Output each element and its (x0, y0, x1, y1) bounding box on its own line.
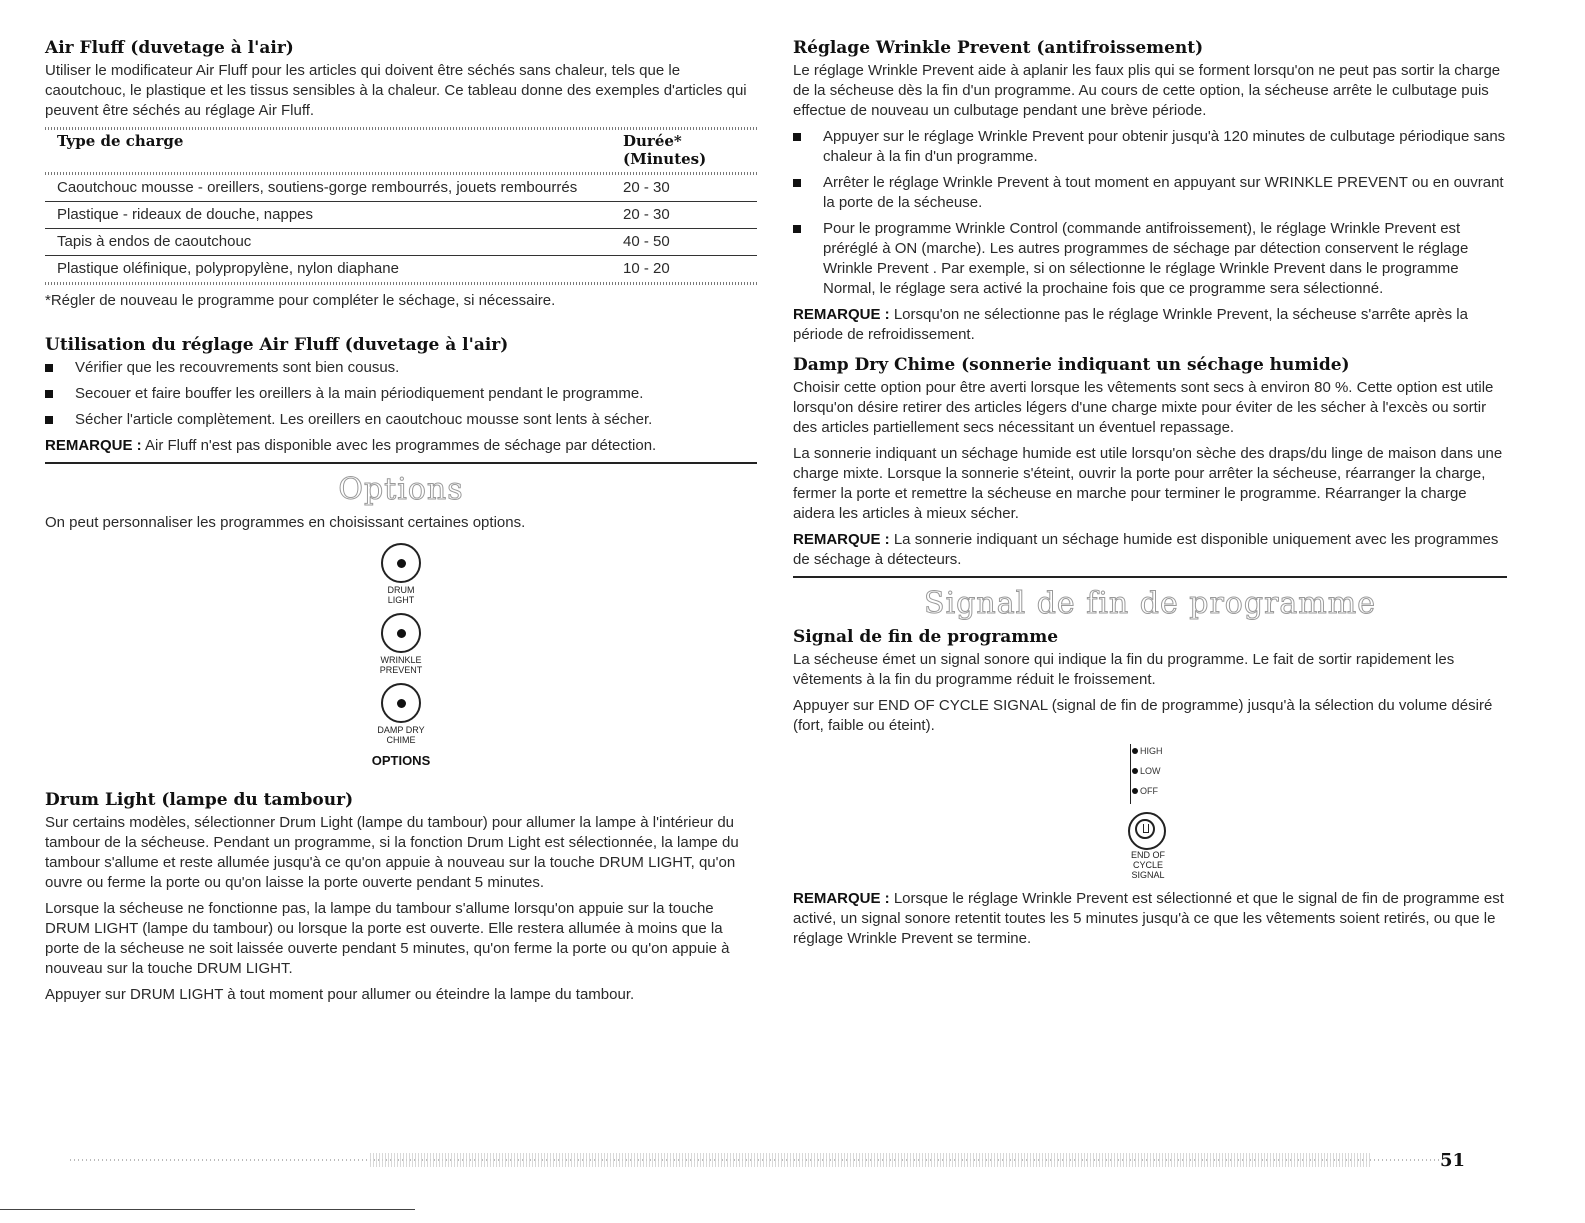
right-column (793, 38, 1507, 955)
indicator-dot-icon (397, 699, 406, 708)
note-label: REMARQUE : (793, 306, 890, 323)
list-item: Sécher l'article complètement. Les oreillers en caoutchouc mousse sont lents à sécher. (45, 410, 757, 430)
page-number: 51 (1440, 1150, 1466, 1171)
led-icon (1132, 748, 1138, 754)
row-duration: 20 - 30 (611, 202, 757, 229)
damp-dry-p1: Choisir cette option pour être averti lorsque les vêtements sont secs à environ 80 %. Cette option est utile lorsqu'on désire retirer des articles légers d'une charge mixte pour éviter de les sécher à l'excès ou sortir des articles partiellement secs nécessitant un éventuel repassage. (793, 379, 1494, 436)
air-fluff-heading: Air Fluff (duvetage à l'air) (45, 38, 294, 58)
list-item: Pour le programme Wrinkle Control (commande antifroissement), le réglage Wrinkle Prevent est préréglé à ON (marche). Les autres programmes de séchage par détection conservent le réglage Wrinkle Prevent . Par exemple, si on sélectionne le réglage Wrinkle Prevent dans le programme Normal, le réglage sera activé la prochaine fois que ce programme sera sélectionné. (793, 219, 1507, 299)
row-duration: 20 - 30 (611, 175, 757, 202)
col-duration-line2: (Minutes) (623, 150, 707, 168)
note-text: Lorsque le réglage Wrinkle Prevent est sélectionné et que le signal de fin de programme est activé, un signal sonore retentit toutes les 5 minutes jusqu'à ce que les vêtements soient retirés, ou que le réglage Wrinkle Prevent se termine. (793, 890, 1504, 947)
row-type: Caoutchouc mousse - oreillers, soutiens-gorge rembourrés, jouets rembourrés (45, 175, 611, 202)
air-fluff-table (45, 130, 757, 282)
row-type: Plastique oléfinique, polypropylène, nylon diaphane (57, 260, 399, 277)
table-row (45, 256, 757, 283)
damp-dry-heading: Damp Dry Chime (sonnerie indiquant un séchage humide) (793, 355, 1350, 375)
page-footer (70, 1150, 1500, 1170)
level-off: OFF (1132, 786, 1158, 796)
row-duration: 40 - 50 (611, 229, 757, 256)
bottom-rule (0, 1209, 415, 1210)
note-label: REMARQUE : (793, 890, 890, 907)
damp-dry-p2: La sonnerie indiquant un séchage humide est utile lorsqu'on sèche des draps/du linge de maison dans une charge mixte. Lorsque la sonnerie s'éteint, ouvrir la porte pour arrêter la sécheuse, réarranger la charge, fermer la porte et remettre la sécheuse en marche pour terminer le programme. Réarranger la charge aidera les articles à mieux sécher. (793, 445, 1503, 522)
note-text: Lorsqu'on ne sélectionne pas le réglage Wrinkle Prevent, la sécheuse s'arrête après la période de refroidissement. (793, 306, 1468, 343)
drum-light-p1: Sur certains modèles, sélectionner Drum Light (lampe du tambour) pour allumer la lampe à l'intérieur du tambour de la sécheuse. Pendant un programme, si la fonction Drum Light est sélectionnée, la lampe du tambour s'allume et reste allumée jusqu'à ce qu'on appuie à nouveau sur la touche DRUM LIGHT, qu'on ouvre ou ferme la porte ou qu'on laisse la porte ouverte pendant 5 minutes. (45, 814, 739, 891)
footer-band (370, 1153, 1370, 1167)
wrinkle-prevent-list (793, 127, 1507, 299)
using-air-fluff-heading: Utilisation du réglage Air Fluff (duvetage à l'air) (45, 335, 509, 355)
options-panel (331, 543, 471, 768)
air-fluff-intro: Utiliser le modificateur Air Fluff pour les articles qui doivent être séchés sans chaleur, tels que le caoutchouc, le plastique et les tissus sensibles à la chaleur. Ce tableau donne des exemples d'articles qui peuvent être séchés au réglage Air Fluff. (45, 62, 747, 119)
drum-light-label: DRUM LIGHT (387, 585, 415, 605)
level-bar (1130, 744, 1131, 804)
air-fluff-footnote: *Régler de nouveau le programme pour compléter le séchage, si nécessaire. (45, 292, 556, 309)
end-of-cycle-button[interactable] (1128, 812, 1166, 850)
bell-icon (1135, 819, 1155, 839)
col-duration-line1: Durée* (623, 132, 682, 150)
col-type-header: Type de charge (57, 132, 184, 150)
indicator-dot-icon (397, 629, 406, 638)
drum-light-p2: Lorsque la sécheuse ne fonctionne pas, la lampe du tambour s'allume lorsqu'on appuie sur la touche DRUM LIGHT (lampe du tambour) ou lorsque la porte est ouverte. Elle restera allumée à moins que la porte de la sécheuse ne soit laissée ouverte pendant 5 minutes, qu'on ferme la porte ou qu'on appuie à nouveau sur la touche DRUM LIGHT. (45, 900, 730, 977)
end-of-cycle-label: END OF CYCLE SIGNAL (1130, 850, 1165, 880)
wrinkle-prevent-option[interactable] (331, 613, 471, 675)
damp-dry-option[interactable] (331, 683, 471, 745)
note-label: REMARQUE : (793, 531, 890, 548)
table-bottom-dotline (45, 282, 757, 285)
end-signal-section-title: Signal de fin de programme (924, 586, 1376, 621)
options-intro: On peut personnaliser les programmes en choisissant certaines options. (45, 514, 526, 531)
note-text: La sonnerie indiquant un séchage humide est disponible uniquement avec les programmes de séchage à détecteurs. (793, 531, 1499, 568)
level-high: HIGH (1132, 746, 1163, 756)
drum-light-button[interactable] (381, 543, 421, 583)
col-duration-header (611, 130, 757, 172)
left-column (45, 38, 757, 1011)
end-of-cycle-panel (1130, 744, 1290, 879)
damp-dry-note (793, 530, 1507, 570)
row-type: Tapis à endos de caoutchouc (45, 229, 611, 256)
options-divider (45, 462, 757, 464)
wrinkle-prevent-label: WRINKLE PREVENT (379, 655, 423, 675)
list-item: Vérifier que les recouvrements sont bien cousus. (45, 358, 757, 378)
wrinkle-prevent-note (793, 305, 1507, 345)
options-section-title: Options (338, 472, 464, 507)
table-row (45, 229, 757, 256)
drum-light-heading: Drum Light (lampe du tambour) (45, 790, 354, 810)
wrinkle-prevent-button[interactable] (381, 613, 421, 653)
list-item: Secouer et faire bouffer les oreillers à la main périodiquement pendant le programme. (45, 384, 757, 404)
led-icon (1132, 788, 1138, 794)
using-air-fluff-note (45, 436, 757, 456)
led-icon (1132, 768, 1138, 774)
level-low: LOW (1132, 766, 1161, 776)
wrinkle-prevent-heading: Réglage Wrinkle Prevent (antifroissement) (793, 38, 1204, 58)
note-label: REMARQUE : (45, 437, 142, 454)
indicator-dot-icon (397, 559, 406, 568)
end-signal-p2: Appuyer sur END OF CYCLE SIGNAL (signal de fin de programme) jusqu'à la sélection du volume désiré (fort, faible ou éteint). (793, 697, 1493, 734)
end-signal-p1: La sécheuse émet un signal sonore qui indique la fin du programme. Le fait de sortir rapidement les vêtements à la fin du programme réduit le froissement. (793, 651, 1455, 688)
list-item: Appuyer sur le réglage Wrinkle Prevent pour obtenir jusqu'à 120 minutes de culbutage périodique sans chaleur à la fin d'un programme. (793, 127, 1507, 167)
table-header-row (45, 130, 757, 172)
table-row (45, 175, 757, 202)
table-row (45, 202, 757, 229)
damp-dry-button[interactable] (381, 683, 421, 723)
row-duration: 10 - 20 (623, 260, 670, 277)
drum-light-option[interactable] (331, 543, 471, 605)
end-signal-divider (793, 576, 1507, 578)
drum-light-p3: Appuyer sur DRUM LIGHT à tout moment pour allumer ou éteindre la lampe du tambour. (45, 986, 635, 1003)
damp-dry-label: DAMP DRY CHIME (377, 725, 425, 745)
using-air-fluff-list (45, 358, 757, 430)
wrinkle-prevent-intro: Le réglage Wrinkle Prevent aide à aplanir les faux plis qui se forment lorsqu'on ne peut pas sortir la charge de la sécheuse dès la fin d'un programme. Au cours de cette option, la sécheuse arrête le culbutage puis effectue de nouveau un culbutage pendant une brève période. (793, 62, 1501, 119)
note-text: Air Fluff n'est pas disponible avec les programmes de séchage par détection. (141, 437, 657, 454)
row-type: Plastique - rideaux de douche, nappes (45, 202, 611, 229)
end-signal-note (793, 889, 1507, 949)
list-item: Arrêter le réglage Wrinkle Prevent à tout moment en appuyant sur WRINKLE PREVENT ou en ouvrant la porte de la sécheuse. (793, 173, 1507, 213)
options-panel-title: OPTIONS (371, 753, 431, 768)
end-signal-heading: Signal de fin de programme (793, 627, 1059, 647)
